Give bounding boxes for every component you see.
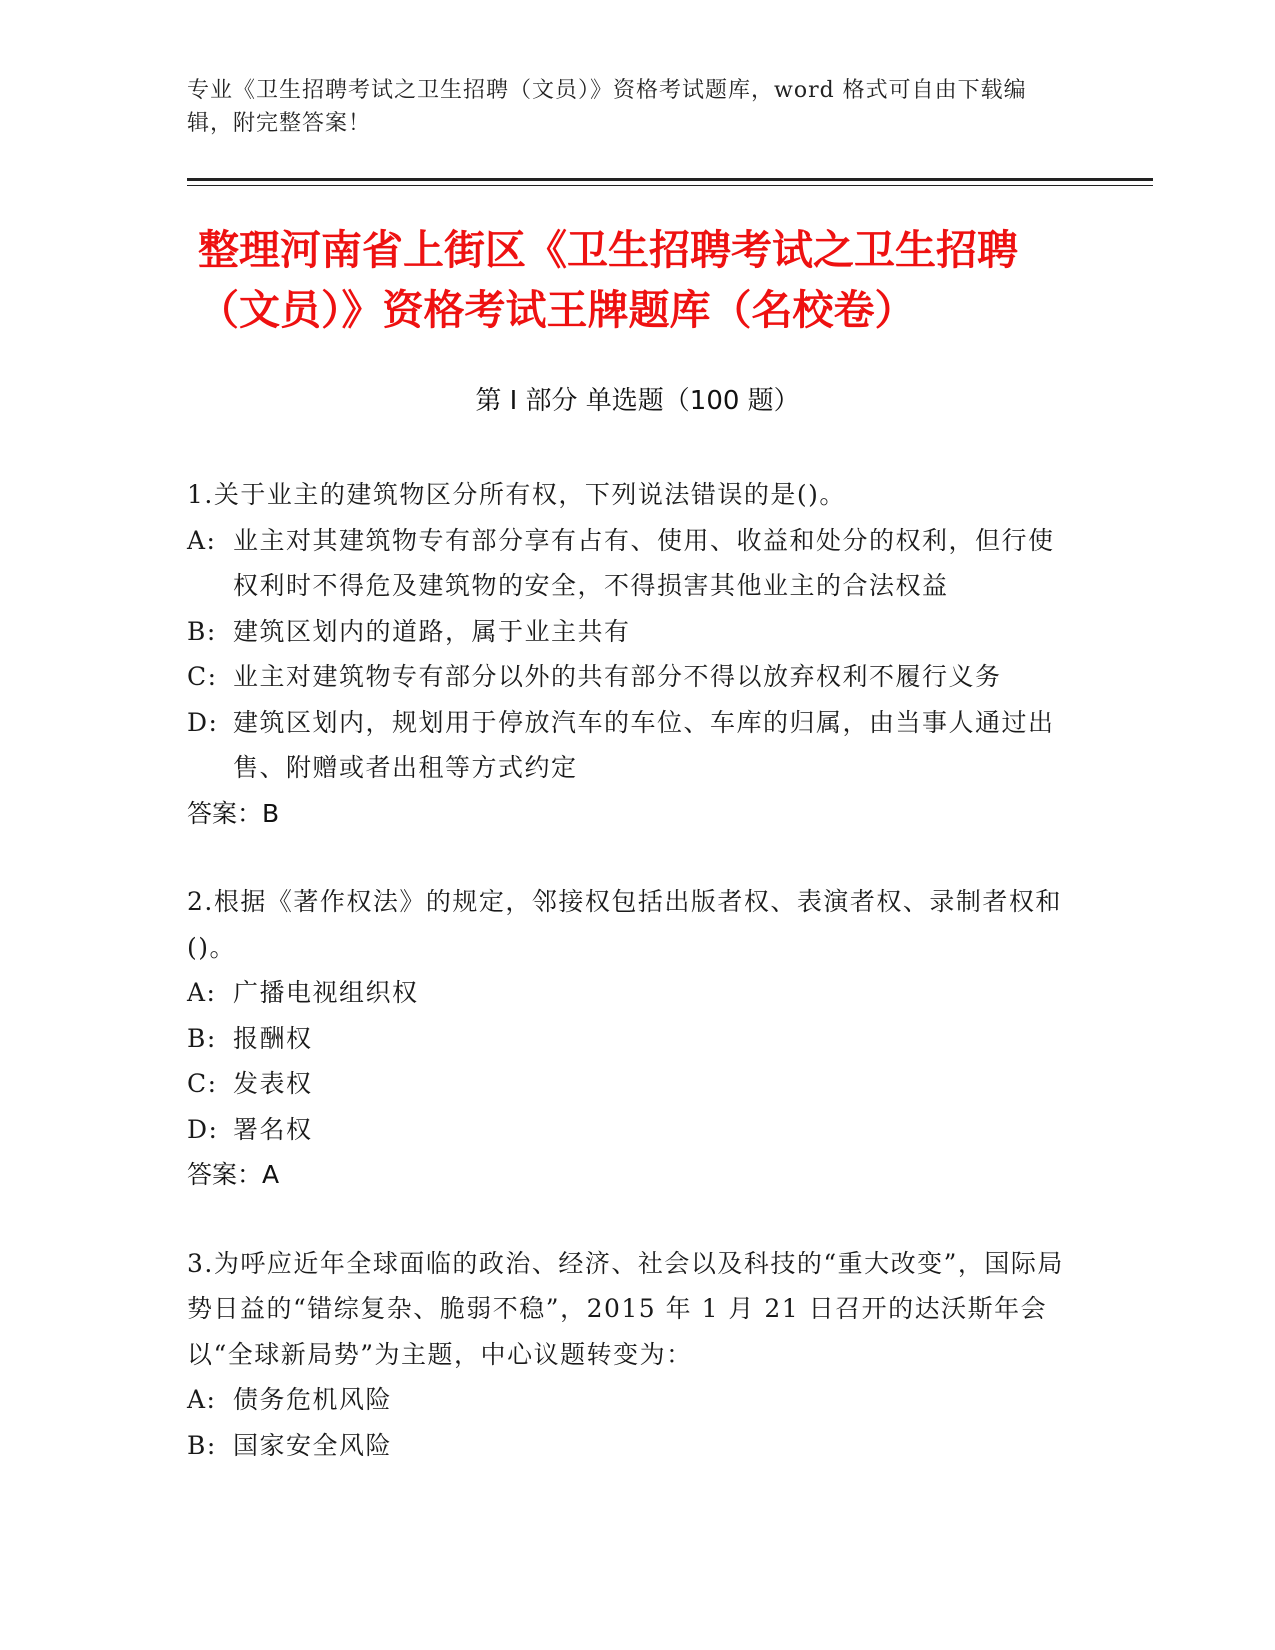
- option-text: 债务危机风险: [233, 1385, 393, 1414]
- option-text: 业主对其建筑物专有部分享有占有、使用、收益和处分的权利，但行使权利时不得危及建筑物的安全，不得损害其他业主的合法权益: [233, 525, 1055, 600]
- option-text: 国家安全风险: [233, 1430, 393, 1460]
- header-rule-thick: [187, 178, 1153, 181]
- option-c: [187, 1061, 1077, 1107]
- option-text: 广播电视组织权: [233, 978, 419, 1007]
- option-text: 建筑区划内的道路，属于业主共有: [233, 616, 631, 646]
- option-key: B:: [187, 1023, 217, 1053]
- question-stem: 2.根据《著作权法》的规定，邻接权包括出版者权、表演者权、录制者权和()。: [187, 887, 1062, 962]
- option-key: D:: [187, 707, 219, 737]
- question-list: [187, 472, 1077, 1511]
- option-a: [187, 1377, 1077, 1423]
- header-note: 专业《卫生招聘考试之卫生招聘（文员）》资格考试题库，word 格式可自由下载编辑，附完整答案！: [187, 78, 1027, 136]
- question-stem: 1.关于业主的建筑物区分所有权，下列说法错误的是()。: [187, 480, 846, 509]
- option-key: C:: [187, 662, 218, 691]
- document-title: 整理河南省上街区《卫生招聘考试之卫生招聘（文员）》资格考试王牌题库（名校卷）: [198, 226, 1018, 334]
- option-c: [187, 654, 1077, 700]
- question-3: [187, 1241, 1077, 1469]
- option-text: 建筑区划内，规划用于停放汽车的车位、车库的归属，由当事人通过出售、附赠或者出租等方式约定: [233, 707, 1055, 782]
- option-b: [187, 1423, 1077, 1469]
- answer-line: 答案：B: [187, 798, 280, 828]
- option-key: A:: [187, 978, 217, 1007]
- answer-line: 答案：A: [187, 1160, 280, 1189]
- header-rule-thin: [187, 185, 1153, 186]
- option-key: D:: [187, 1114, 219, 1144]
- option-a: [187, 970, 1077, 1016]
- option-key: C:: [187, 1069, 218, 1098]
- option-a: [187, 518, 1077, 609]
- question-stem: 3.为呼应近年全球面临的政治、经济、社会以及科技的“重大改变”，国际局势日益的“错综复杂、脆弱不稳”，2015 年 1 月 21 日召开的达沃斯年会以“全球新局势”为主题，中心议题转变为：: [187, 1248, 1064, 1369]
- option-key: B:: [187, 1430, 217, 1460]
- option-b: [187, 1016, 1077, 1062]
- option-text: 报酬权: [233, 1023, 313, 1053]
- option-d: [187, 700, 1077, 791]
- option-text: 发表权: [233, 1069, 313, 1098]
- option-b: [187, 609, 1077, 655]
- option-d: [187, 1107, 1077, 1153]
- question-2: [187, 879, 1077, 1198]
- option-key: A:: [187, 1385, 217, 1414]
- option-key: A:: [187, 525, 217, 555]
- question-1: [187, 472, 1077, 836]
- option-text: 业主对建筑物专有部分以外的共有部分不得以放弃权利不履行义务: [233, 662, 1002, 691]
- option-text: 署名权: [233, 1114, 313, 1144]
- option-key: B:: [187, 616, 217, 646]
- section-title: 第 I 部分 单选题（100 题）: [475, 386, 800, 416]
